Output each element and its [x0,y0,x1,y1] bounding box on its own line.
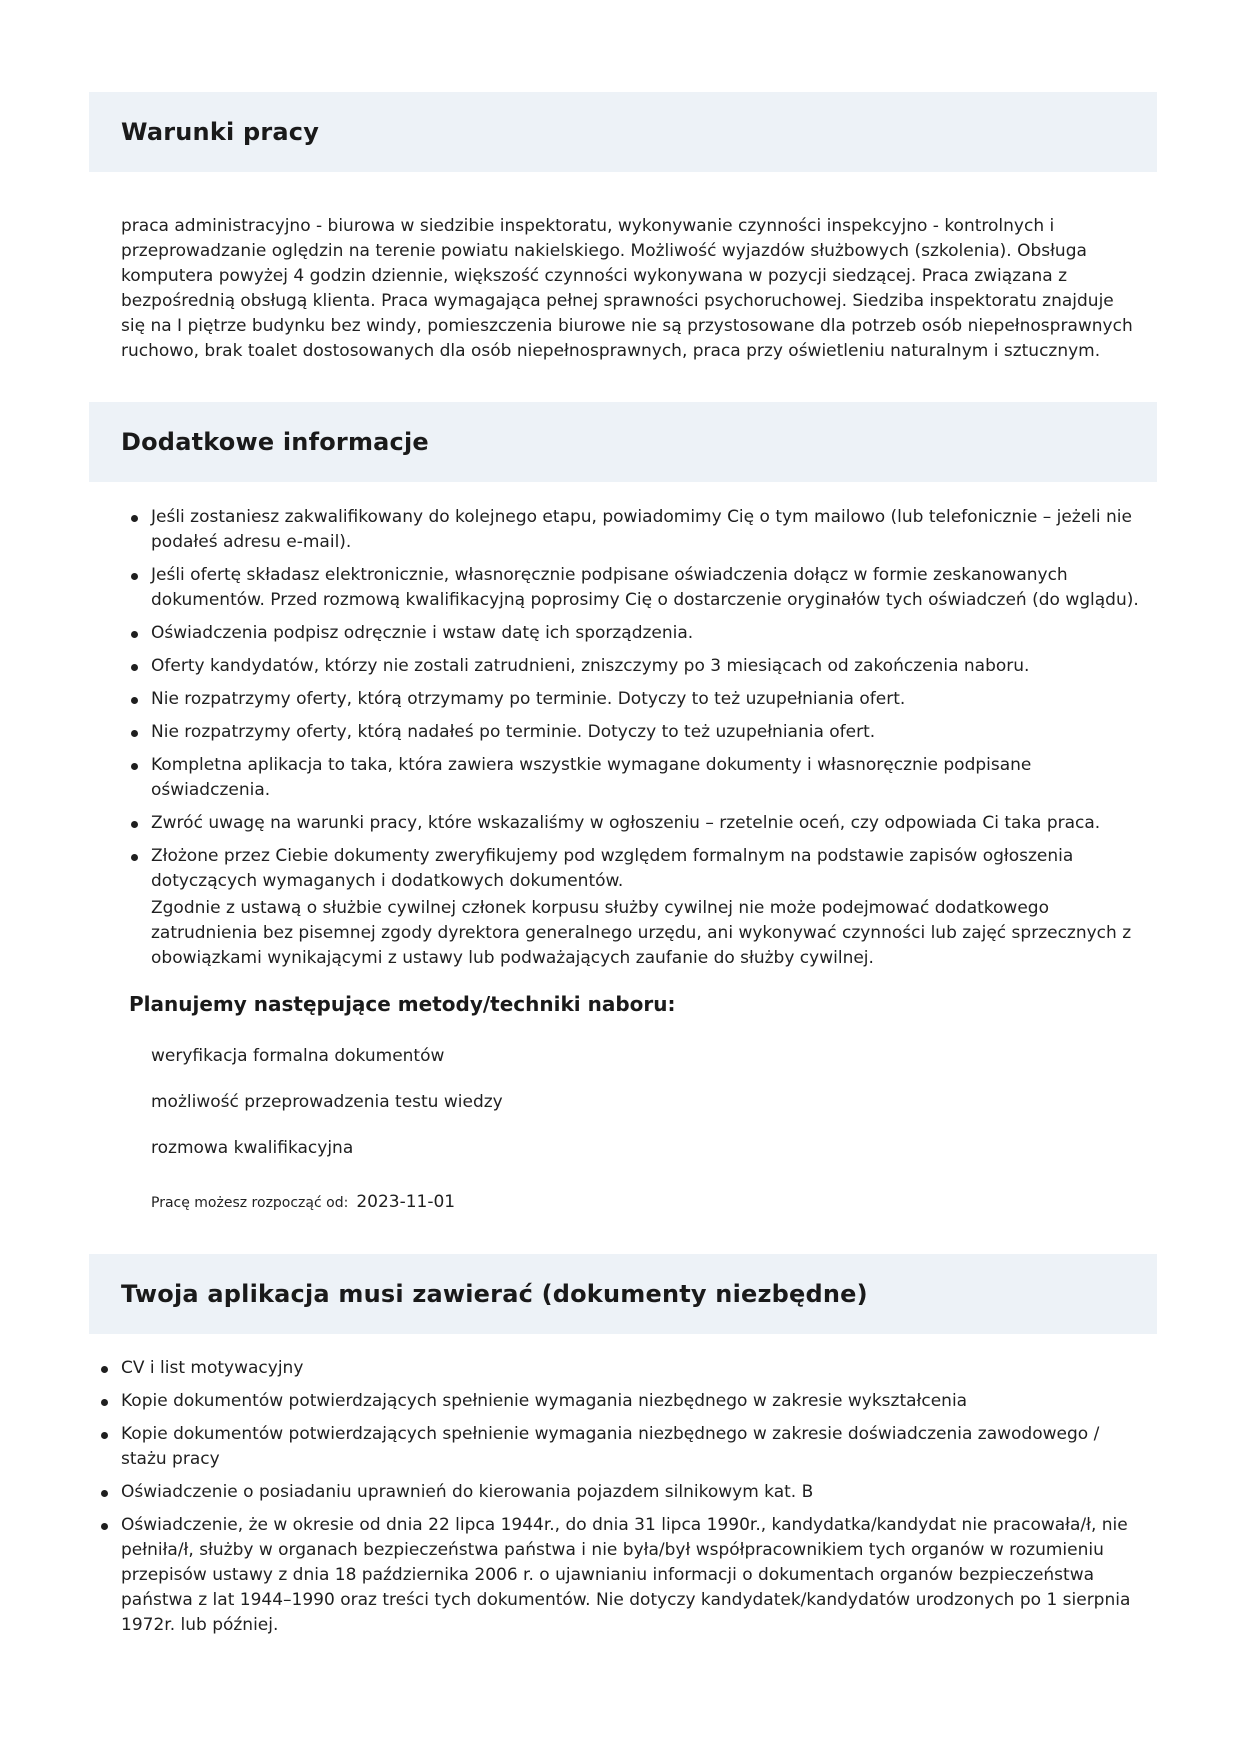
method-item: możliwość przeprowadzenia testu wiedzy [151,1092,503,1112]
start-date-row [151,1192,455,1212]
start-date-label: Pracę możesz rozpocząć od: [151,1195,349,1211]
method-item: weryfikacja formalna dokumentów [151,1046,445,1066]
list-item: Kompletna aplikacja to taka, która zawiera wszystkie wymagane dokumenty i własnoręcznie podpisane oświadczenia. [151,753,1146,803]
warunki-text: praca administracyjno - biurowa w siedzibie inspektoratu, wykonywanie czynności inspekcyjno - kontrolnych i przeprowadzanie oględzin na terenie powiatu nakielskiego. Możliwość wyjazdów służbowych (szkolenia). Obsługa komputera powyżej 4 godzin dziennie, większość czynności wykonywana w pozycji siedzącej. Praca związana z bezpośrednią obsługą klienta. Praca wymagająca pełnej sprawności psychoruchowej. Siedziba inspektoratu znajduje się na I piętrze budynku bez windy, pomieszczenia biurowe nie są przystosowane dla potrzeb osób niepełnosprawnych ruchowo, brak toalet dostosowanych dla osób niepełnosprawnych, praca przy oświetleniu naturalnym i sztucznym. [121,216,1133,361]
section-header-aplikacja [89,1254,1157,1334]
list-item: Złożone przez Ciebie dokumenty zweryfikujemy pod względem formalnym na podstawie zapisów ogłoszenia dotyczących wymaganych i dodatkowych dokumentów. [151,844,1146,894]
list-item: CV i list motywacyjny [121,1356,1141,1381]
list-item: Oferty kandydatów, którzy nie zostali zatrudnieni, zniszczymy po 3 miesiącach od zakończenia naboru. [151,654,1146,679]
section-header-dodatkowe [89,402,1157,482]
methods-heading: Planujemy następujące metody/techniki naboru: [129,992,676,1016]
section-title: Twoja aplikacja musi zawierać (dokumenty niezbędne) [121,1280,868,1308]
method-item: rozmowa kwalifikacyjna [151,1138,354,1158]
list-item: Oświadczenie o posiadaniu uprawnień do kierowania pojazdem silnikowym kat. B [121,1480,1141,1505]
section-title: Dodatkowe informacje [121,428,429,456]
list-item: Zwróć uwagę na warunki pracy, które wskazaliśmy w ogłoszeniu – rzetelnie oceń, czy odpowiada Ci taka praca. [151,811,1146,836]
additional-info-list [151,505,1146,894]
list-item: Nie rozpatrzymy oferty, którą otrzymamy po terminie. Dotyczy to też uzupełniania ofert. [151,687,1146,712]
section-header-warunki [89,92,1157,172]
list-item: Jeśli zostaniesz zakwalifikowany do kolejnego etapu, powiadomimy Cię o tym mailowo (lub telefonicznie – jeżeli nie podałeś adresu e-mail). [151,505,1146,555]
list-item: Jeśli ofertę składasz elektronicznie, własnoręcznie podpisane oświadczenia dołącz w formie zeskanowanych dokumentów. Przed rozmową kwalifikacyjną poprosimy Cię o dostarczenie oryginałów tych oświadczeń (do wglądu). [151,563,1146,613]
civil-service-note: Zgodnie z ustawą o służbie cywilnej członek korpusu służby cywilnej nie może podejmować dodatkowego zatrudnienia bez pisemnej zgody dyrektora generalnego urzędu, ani wykonywać czynności lub zajęć sprzecznych z obowiązkami wynikającymi z ustawy lub podważających zaufanie do służby cywilnej. [151,898,1132,968]
list-item: Kopie dokumentów potwierdzających spełnienie wymagania niezbędnego w zakresie wykształcenia [121,1389,1141,1414]
list-item: Nie rozpatrzymy oferty, którą nadałeś po terminie. Dotyczy to też uzupełniania ofert. [151,720,1146,745]
list-item: Oświadczenie, że w okresie od dnia 22 lipca 1944r., do dnia 31 lipca 1990r., kandydatka/kandydat nie pracowała/ł, nie pełniła/ł, służby w organach bezpieczeństwa państwa i nie była/był współpracownikiem tych organów w rozumieniu przepisów ustawy z dnia 18 października 2006 r. o ujawnianiu informacji o dokumentach organów bezpieczeństwa państwa z lat 1944–1990 oraz treści tych dokumentów. Nie dotyczy kandydatek/kandydatów urodzonych po 1 sierpnia 1972r. lub później. [121,1513,1141,1638]
start-date-value: 2023-11-01 [356,1192,456,1212]
list-item: Kopie dokumentów potwierdzających spełnienie wymagania niezbędnego w zakresie doświadczenia zawodowego / stażu pracy [121,1422,1141,1472]
required-documents-list [121,1356,1141,1638]
section-title: Warunki pracy [121,118,320,146]
list-item: Oświadczenia podpisz odręcznie i wstaw datę ich sporządzenia. [151,621,1146,646]
